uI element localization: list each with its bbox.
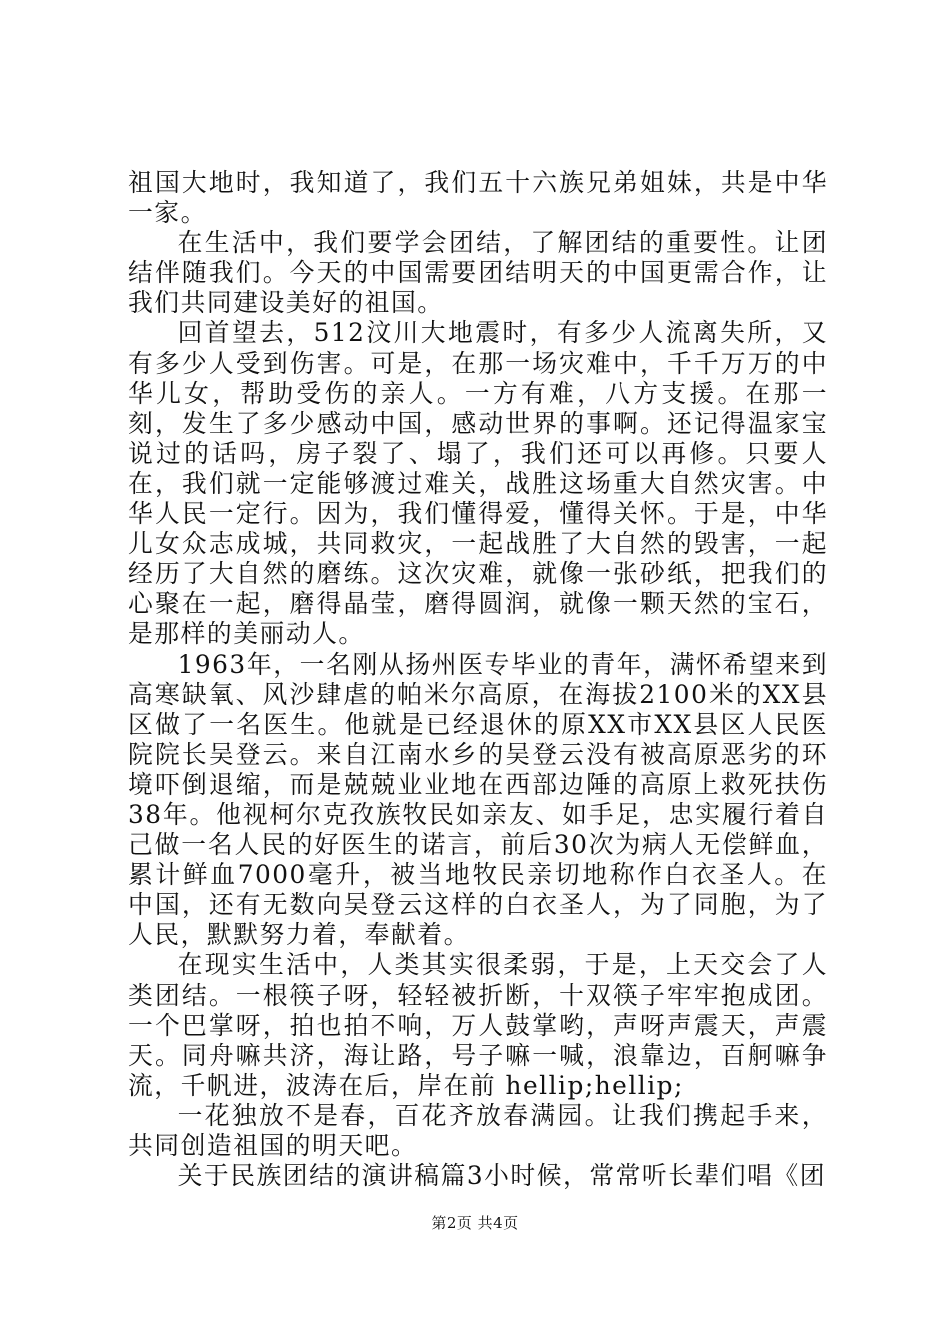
paragraph-7: 关于民族团结的演讲稿篇3小时候，常常听长辈们唱《团 <box>177 1161 826 1191</box>
paragraph-4: 1963年，一名刚从扬州医专毕业的青年，满怀希望来到高寒缺氧、风沙肆虐的帕米尔高原，在海拔2100米的XX县区做了一名医生。他就是已经退休的原XX市XX县区人民医院院长吴登云。来自江南水乡的吴登云没有被高原恶劣的环境吓倒退缩，而是兢兢业业地在西部边陲的高原上救死扶伤38年。他视柯尔克孜族牧民如亲友、如手足，忠实履行着自己做一名人民的好医生的诺言，前后30次为病人无偿鲜血，累计鲜血7000毫升，被当地牧民亲切地称作白衣圣人。在中国，还有无数向吴登云这样的白衣圣人，为了同胞，为了人民，默默努力着，奉献着。 <box>128 649 828 950</box>
document-body <box>128 168 828 1191</box>
paragraph-1: 祖国大地时，我知道了，我们五十六族兄弟姐妹，共是中华一家。 <box>128 168 828 228</box>
paragraph-3: 回首望去，512汶川大地震时，有多少人流离失所，又有多少人受到伤害。可是，在那一场灾难中，千千万万的中华儿女，帮助受伤的亲人。一方有难，八方支援。在那一刻，发生了多少感动中国，感动世界的事啊。还记得温家宝说过的话吗，房子裂了、塌了，我们还可以再修。只要人在，我们就一定能够渡过难关，战胜这场重大自然灾害。中华人民一定行。因为，我们懂得爱，懂得关怀。于是，中华儿女众志成城，共同救灾，一起战胜了大自然的毁害，一起经历了大自然的磨练。这次灾难，就像一张砂纸，把我们的心聚在一起，磨得晶莹，磨得圆润，就像一颗天然的宝石，是那样的美丽动人。 <box>128 318 828 649</box>
page-number-footer: 第2页 共4页 <box>431 1214 519 1232</box>
paragraph-6: 一花独放不是春，百花齐放春满园。让我们携起手来，共同创造祖国的明天吧。 <box>128 1100 828 1160</box>
paragraph-5: 在现实生活中，人类其实很柔弱，于是，上天交会了人类团结。一根筷子呀，轻轻被折断，十双筷子牢牢抱成团。一个巴掌呀，拍也拍不响，万人鼓掌哟，声呀声震天，声震天。同舟嘛共济，海让路，号子嘛一喊，浪靠边，百舸嘛争流，千帆进，波涛在后，岸在前 hellip;hellip; <box>128 950 828 1100</box>
paragraph-2: 在生活中，我们要学会团结，了解团结的重要性。让团结伴随我们。今天的中国需要团结明天的中国更需合作，让我们共同建设美好的祖国。 <box>128 228 828 318</box>
